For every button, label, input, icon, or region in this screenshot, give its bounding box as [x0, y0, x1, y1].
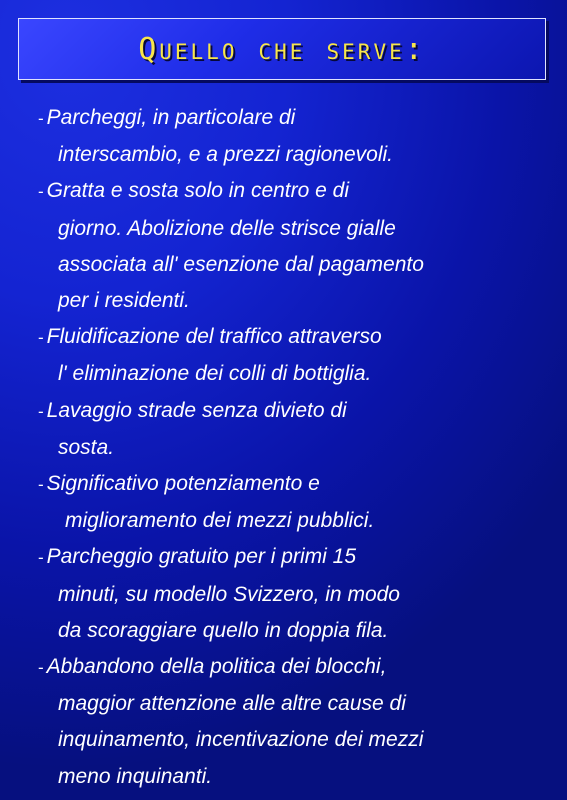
- item-line: maggior attenzione alle altre cause di: [58, 692, 406, 716]
- title-box: [18, 18, 546, 80]
- list-item: [38, 393, 548, 466]
- item-line: [38, 319, 548, 356]
- item-line: interscambio, e a prezzi ragionevoli.: [58, 143, 393, 167]
- item-line: [38, 466, 548, 503]
- item-line: da scoraggiare quello in doppia fila.: [58, 618, 389, 642]
- list-item: [38, 466, 548, 539]
- list-item: [38, 173, 548, 319]
- item-line: minuti, su modello Svizzero, in modo: [58, 582, 400, 606]
- item-line: [38, 100, 548, 137]
- item-line: l' eliminazione dei colli di bottiglia.: [58, 362, 372, 386]
- item-text: Abbandono della politica dei blocchi,: [46, 655, 387, 679]
- list-item: [38, 539, 548, 649]
- item-line: meno inquinanti.: [58, 764, 213, 788]
- bullet-dash: -: [38, 182, 44, 202]
- item-text: Parcheggio gratuito per i primi 15: [46, 545, 357, 569]
- bullet-dash: -: [38, 109, 44, 128]
- item-text: Lavaggio strade senza divieto di: [46, 398, 347, 422]
- item-text: Fluidificazione del traffico attraverso: [46, 325, 382, 349]
- item-line: giorno. Abolizione delle strisce gialle: [58, 216, 396, 240]
- item-line: sosta.: [58, 435, 115, 459]
- bullet-dash: -: [38, 658, 44, 678]
- item-text: Parcheggi, in particolare di: [46, 106, 296, 129]
- list-item: [38, 100, 548, 173]
- bullet-dash: -: [38, 475, 44, 495]
- item-line: [38, 393, 548, 430]
- item-line: miglioramento dei mezzi pubblici.: [65, 509, 375, 533]
- item-line: associata all' esenzione dal pagamento: [58, 252, 424, 276]
- bullet-dash: -: [38, 548, 44, 568]
- list-item: [38, 649, 548, 795]
- item-line: inquinamento, incentivazione dei mezzi: [58, 728, 424, 752]
- bullet-dash: -: [38, 328, 44, 348]
- item-line: [38, 173, 548, 210]
- item-line: [38, 539, 548, 576]
- item-line: [38, 649, 548, 686]
- requirements-list: [38, 100, 548, 795]
- page-title: Quello che serve:: [138, 31, 426, 67]
- item-line: per i residenti.: [58, 289, 190, 313]
- item-text: Significativo potenziamento e: [46, 472, 320, 496]
- list-item: [38, 319, 548, 392]
- item-text: Gratta e sosta solo in centro e di: [46, 179, 349, 203]
- bullet-dash: -: [38, 401, 44, 421]
